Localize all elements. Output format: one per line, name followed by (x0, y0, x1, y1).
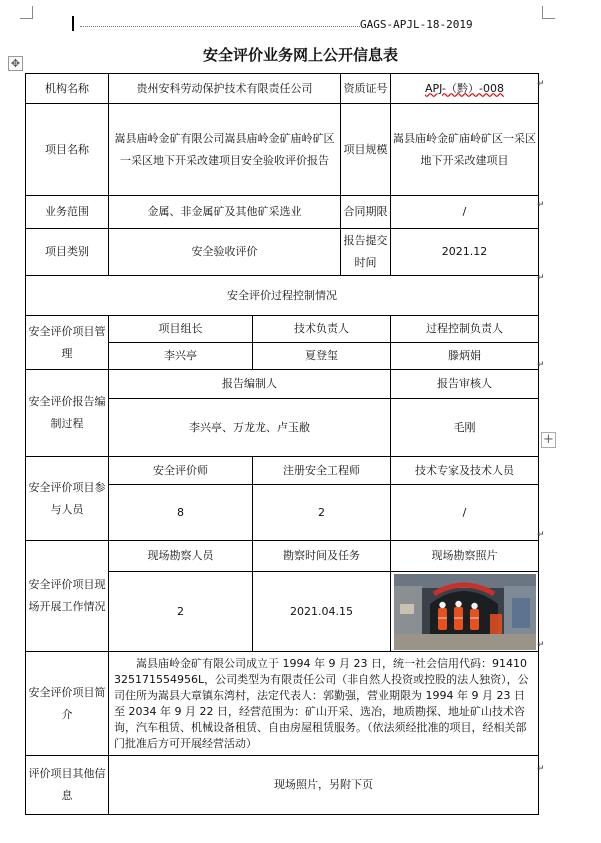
table-row (26, 276, 539, 316)
header-dotted-line (80, 26, 360, 27)
site-header: 现场勘察人员 (109, 541, 253, 572)
site-photo (394, 574, 536, 650)
type-label: 项目类别 (26, 229, 109, 276)
site-value: 2 (109, 572, 253, 652)
compilation-label: 安全评价报告编制过程 (26, 370, 109, 457)
qual-value (391, 74, 539, 104)
contract-value: / (391, 196, 539, 229)
table-row (26, 74, 539, 104)
doc-code: GAGS-APJL-18-2019 (360, 18, 473, 31)
table-row (26, 104, 539, 196)
site-header: 现场勘察照片 (391, 541, 539, 572)
org-value: 贵州安科劳动保护技术有限责任公司 (109, 74, 341, 104)
paragraph-mark-icon: ↵ (537, 360, 545, 370)
intro-cell (109, 652, 539, 756)
submit-value: 2021.12 (391, 229, 539, 276)
scope-label: 业务范围 (26, 196, 109, 229)
paragraph-mark-icon: ↵ (537, 79, 545, 89)
site-value: 2021.04.15 (253, 572, 391, 652)
text-cursor (72, 16, 74, 31)
scale-value: 嵩县庙岭金矿庙岭矿区一采区地下开采改建项目 (391, 104, 539, 196)
compilation-value: 李兴亭、万龙龙、卢玉敝 (109, 399, 391, 457)
site-header: 勘察时间及任务 (253, 541, 391, 572)
type-value: 安全验收评价 (109, 229, 341, 276)
info-table (25, 73, 539, 815)
table-row (26, 652, 539, 756)
table-row (26, 316, 539, 343)
personnel-value: / (391, 485, 539, 541)
table-row (26, 229, 539, 276)
personnel-header: 安全评价师 (109, 457, 253, 485)
management-value: 李兴亭 (109, 343, 253, 370)
org-label: 机构名称 (26, 74, 109, 104)
management-value: 夏登玺 (253, 343, 391, 370)
table-row (26, 457, 539, 485)
scale-label: 项目规模 (341, 104, 391, 196)
move-handle-icon[interactable]: ✥ (8, 56, 23, 71)
submit-label: 报告提交时间 (341, 229, 391, 276)
qual-value-text: APJ-（黔）-008 (425, 81, 504, 95)
site-label: 安全评价项目现场开展工作情况 (26, 541, 109, 652)
compilation-value: 毛刚 (391, 399, 539, 457)
site-photo-cell (391, 572, 539, 652)
contract-label: 合同期限 (341, 196, 391, 229)
intro-text: 嵩县庙岭金矿有限公司成立于 1994 年 9 月 23 日，统一社会信用代码：91410325171554956L，公司类型为有限责任公司（非自然人投资或控股的法人独资），公司住所为嵩县大章镇东湾村，法定代表人：郭勤强，营业期限为 1994 年 9 月 23 日至 2034 年 9 月 22 日，经营范围为：矿山开采、选冶，地质勘探、地址矿山技术咨询，汽车租赁、机械设备租赁、自由房屋租赁服务。（依法须经批准的项目，经相关部门批准后方可开展经营活动） (114, 656, 529, 750)
paragraph-mark-icon: ↵ (537, 530, 545, 540)
scope-value: 金属、非金属矿及其他矿采选业 (109, 196, 341, 229)
page-corner-mark (20, 6, 33, 19)
management-value: 滕炳娟 (391, 343, 539, 370)
table-row (26, 541, 539, 572)
project-value: 嵩县庙岭金矿有限公司嵩县庙岭金矿庙岭矿区一采区地下开采改建项目安全验收评价报告 (109, 104, 341, 196)
paragraph-mark-icon: ↵ (537, 273, 545, 283)
project-label: 项目名称 (26, 104, 109, 196)
management-header: 项目组长 (109, 316, 253, 343)
personnel-value: 8 (109, 485, 253, 541)
personnel-header: 技术专家及技术人员 (391, 457, 539, 485)
compilation-header: 报告审核人 (391, 370, 539, 399)
table-row (26, 196, 539, 229)
personnel-header: 注册安全工程师 (253, 457, 391, 485)
paragraph-mark-icon: ↵ (537, 640, 545, 650)
page-title: 安全评价业务网上公开信息表 (202, 46, 398, 64)
paragraph-mark-icon: ↵ (537, 764, 545, 774)
paragraph-mark-icon: ↵ (537, 200, 545, 210)
process-title: 安全评价过程控制情况 (26, 276, 539, 316)
other-label: 评价项目其他信息 (26, 756, 109, 815)
personnel-label: 安全评价项目参与人员 (26, 457, 109, 541)
management-header: 过程控制负责人 (391, 316, 539, 343)
personnel-value: 2 (253, 485, 391, 541)
other-value: 现场照片，另附下页 (109, 756, 539, 815)
qual-label: 资质证号 (341, 74, 391, 104)
intro-label: 安全评价项目简介 (26, 652, 109, 756)
table-row (26, 756, 539, 815)
management-header: 技术负责人 (253, 316, 391, 343)
table-row (26, 370, 539, 399)
compilation-header: 报告编制人 (109, 370, 391, 399)
page-corner-mark (542, 6, 555, 19)
add-row-icon[interactable]: + (541, 432, 556, 448)
management-label: 安全评价项目管理 (26, 316, 109, 370)
